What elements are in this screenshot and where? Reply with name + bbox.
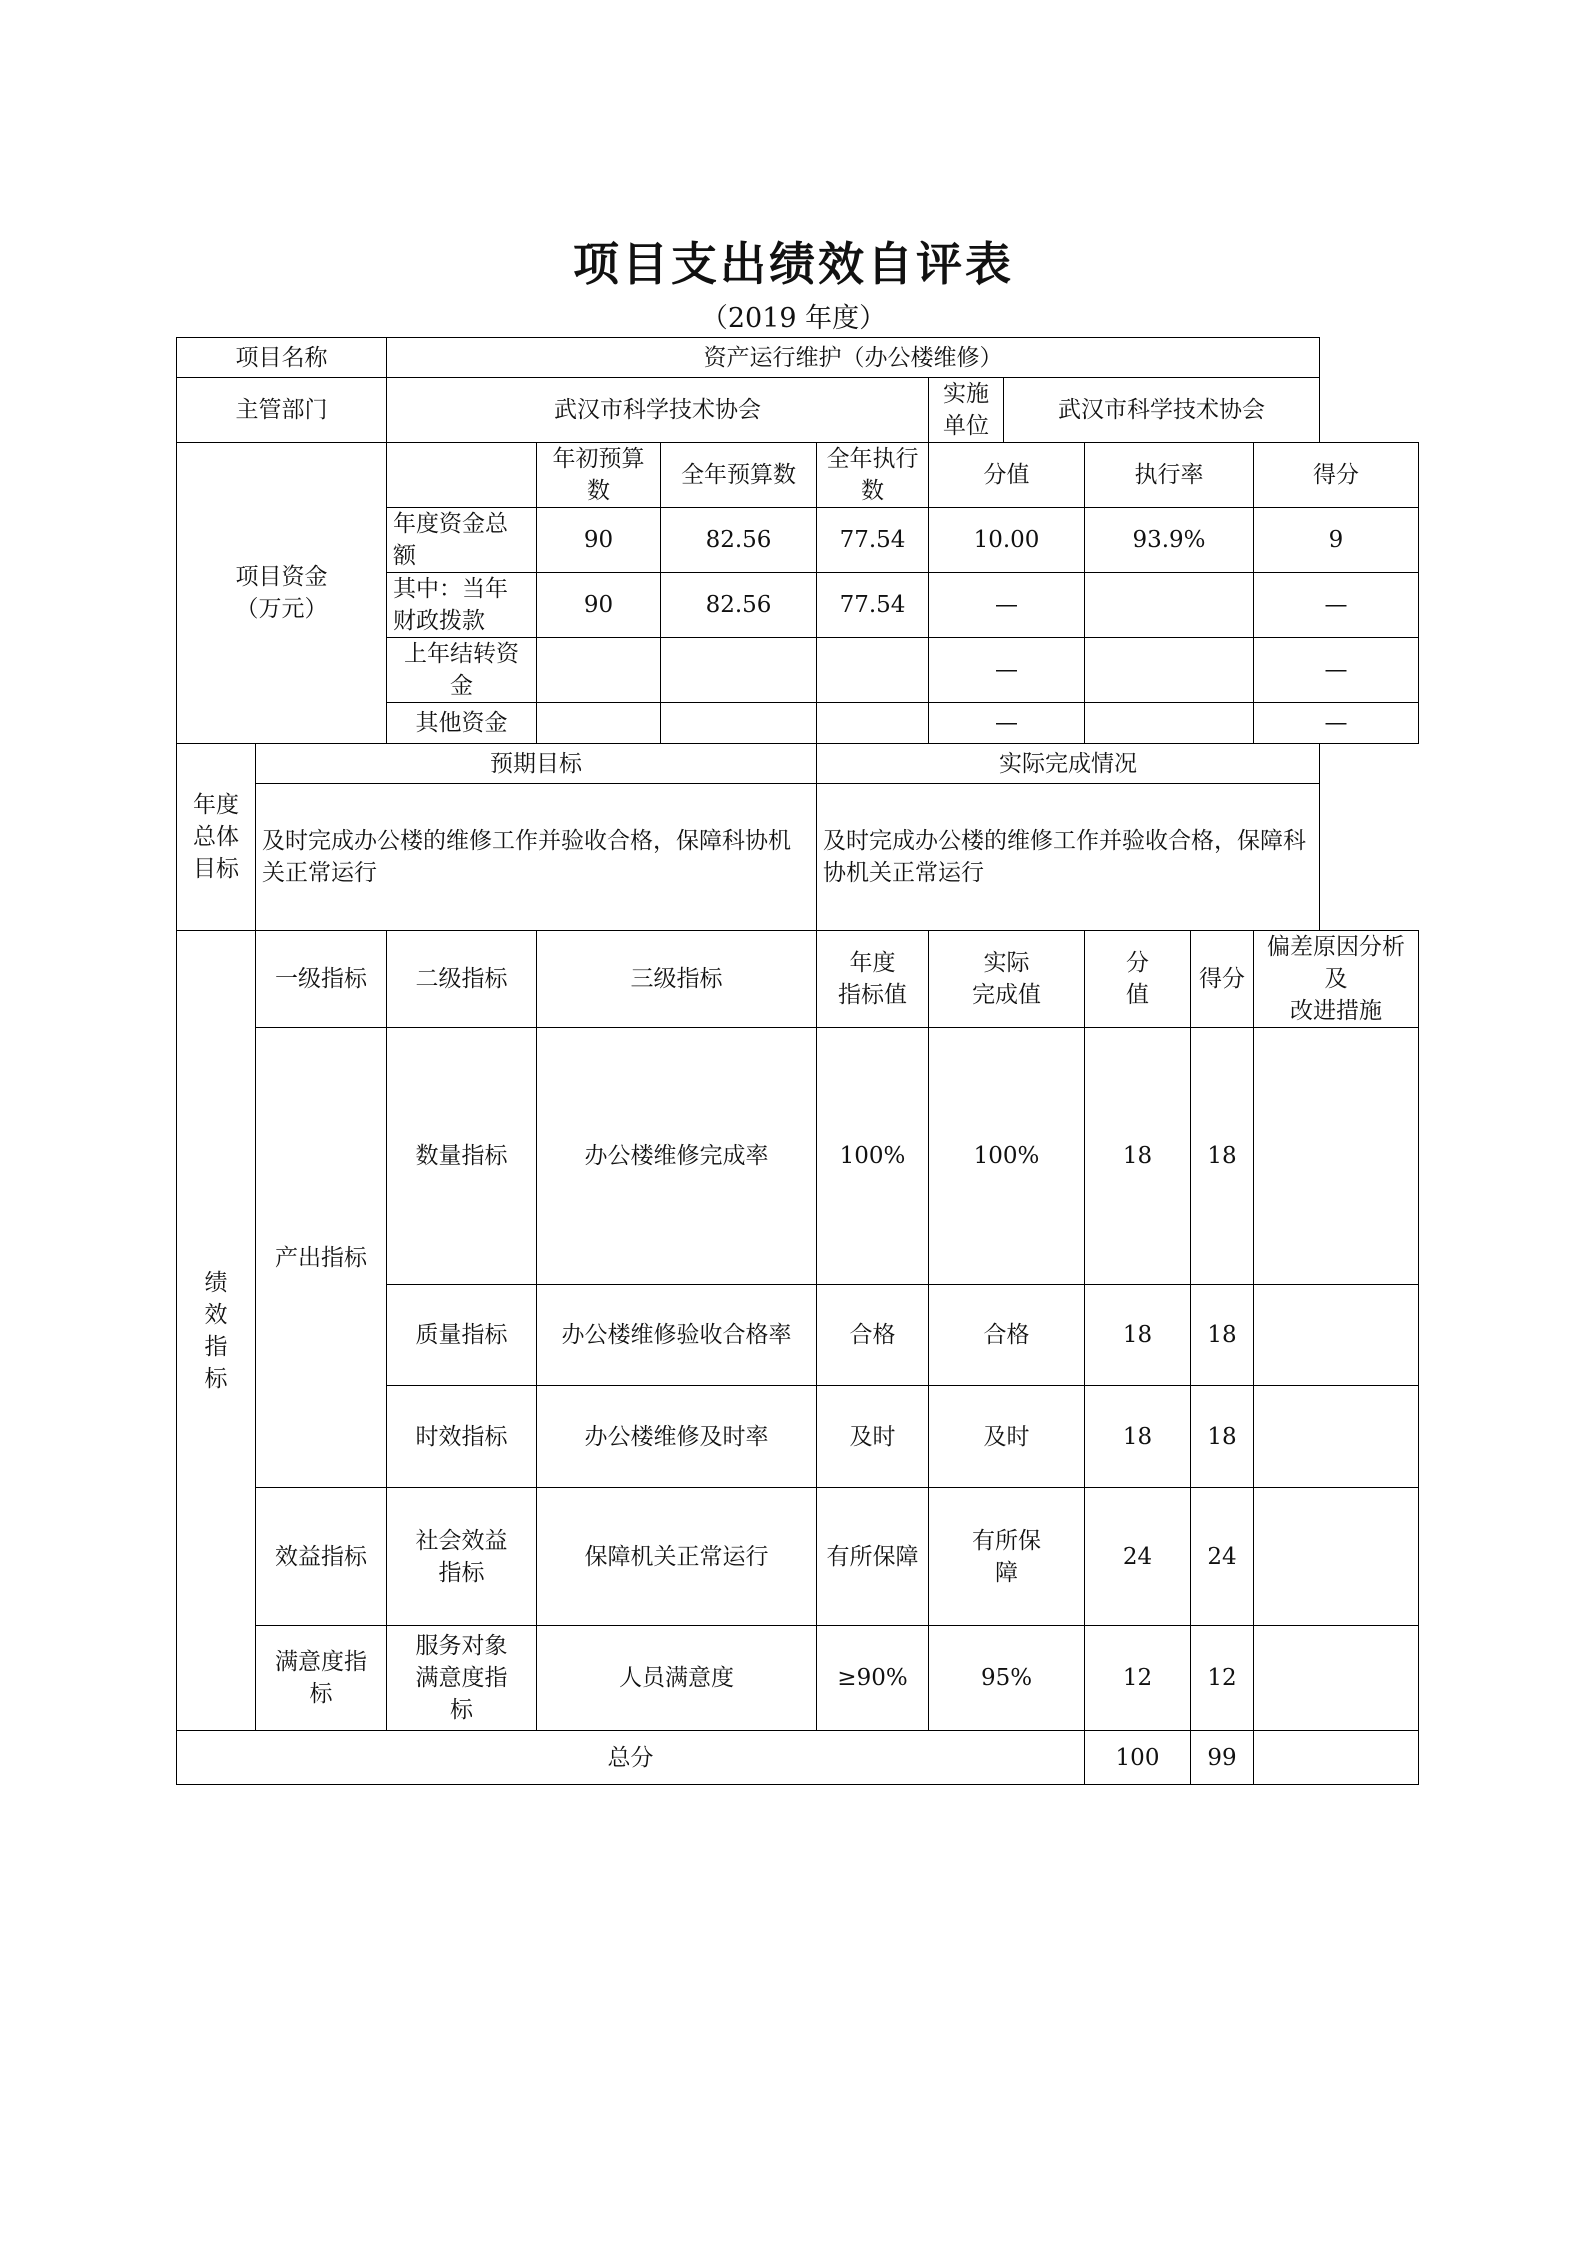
funds-header-cell: 年初预算数: [537, 443, 661, 508]
indicator-level2-line1: 社会效益: [415, 1527, 508, 1554]
funds-header-cell: 分值: [929, 443, 1085, 508]
funds-cell: 9: [1254, 508, 1419, 573]
funds-cell: 82.56: [661, 573, 817, 638]
indicator-score: 18: [1085, 1386, 1191, 1488]
funds-cell: [661, 703, 817, 744]
indicator-target: ≥90%: [817, 1626, 929, 1731]
department-row: [177, 378, 1419, 443]
indicator-row: [177, 1488, 1419, 1626]
benefit-indicator-label: 效益指标: [256, 1488, 387, 1626]
header-actual-line1: 实际: [983, 950, 1030, 976]
indicator-score: 24: [1085, 1488, 1191, 1626]
total-deviation: [1254, 1731, 1419, 1785]
indicator-got: 18: [1191, 1028, 1254, 1285]
indicator-level2: 数量指标: [387, 1028, 537, 1285]
indicator-got: 24: [1191, 1488, 1254, 1626]
funds-cell: 93.9%: [1085, 508, 1254, 573]
indicator-level2-line3: 标: [450, 1697, 473, 1723]
indicator-level3: 办公楼维修完成率: [537, 1028, 817, 1285]
header-level2: 二级指标: [387, 931, 537, 1028]
impl-label: 实施单位: [929, 378, 1004, 443]
impl-value: 武汉市科学技术协会: [1004, 378, 1320, 443]
funds-cell: 90: [537, 508, 661, 573]
header-level3: 三级指标: [537, 931, 817, 1028]
indicator-got: 18: [1191, 1285, 1254, 1386]
indicator-level2-line1: 服务对象: [415, 1633, 508, 1659]
indicator-deviation: [1254, 1028, 1419, 1285]
funds-header-row: [177, 443, 1419, 508]
funds-cell: —: [929, 573, 1085, 638]
funds-cell: [537, 703, 661, 744]
funds-cell: [661, 638, 817, 703]
funds-row-label: 上年结转资金: [387, 638, 537, 703]
indicator-level2: 时效指标: [387, 1386, 537, 1488]
goals-label-line: 年度: [193, 792, 239, 818]
indicator-deviation: [1254, 1285, 1419, 1386]
funds-cell: —: [929, 703, 1085, 744]
page-title: 项目支出绩效自评表: [573, 237, 1014, 291]
header-target: [817, 931, 929, 1028]
indicator-level3: 办公楼维修及时率: [537, 1386, 817, 1488]
project-name-row: [177, 338, 1419, 378]
indicator-row: [177, 1626, 1419, 1731]
header-score: [1085, 931, 1191, 1028]
total-row: [177, 1731, 1419, 1785]
total-label: 总分: [177, 1731, 1085, 1785]
dept-label: 主管部门: [177, 378, 387, 443]
indicators-label-char: 指: [204, 1333, 228, 1360]
satisfaction-indicator-label: [256, 1626, 387, 1731]
funds-row-label: 年度资金总额: [387, 508, 537, 573]
header-score-line2: 值: [1126, 982, 1149, 1008]
header-level1: 一级指标: [256, 931, 387, 1028]
indicator-actual: 100%: [929, 1028, 1085, 1285]
actual-goal-header: 实际完成情况: [817, 744, 1320, 784]
header-target-line1: 年度: [849, 950, 896, 976]
funds-label-line1: 项目资金: [235, 564, 328, 590]
header-target-line2: 指标值: [838, 982, 907, 1008]
funds-cell: 77.54: [817, 508, 929, 573]
total-got: 99: [1191, 1731, 1254, 1785]
funds-cell: [1085, 638, 1254, 703]
indicator-target: 有所保障: [817, 1488, 929, 1626]
funds-header-cell: 全年执行数: [817, 443, 929, 508]
funds-label-line2: （万元）: [235, 596, 328, 622]
indicator-level3: 保障机关正常运行: [537, 1488, 817, 1626]
project-name-label: 项目名称: [177, 338, 387, 378]
indicator-level2-line2: 指标: [438, 1559, 485, 1586]
header-deviation-line2: 改进措施: [1290, 998, 1382, 1024]
indicator-header-row: [177, 931, 1419, 1028]
goals-label-line: 总体: [193, 824, 239, 850]
header-actual-line2: 完成值: [972, 982, 1041, 1008]
actual-goal-text: 及时完成办公楼的维修工作并验收合格，保障科协机关正常运行: [817, 784, 1320, 931]
indicator-target: 合格: [817, 1285, 929, 1386]
indicator-level2: 质量指标: [387, 1285, 537, 1386]
project-name-value: 资产运行维护（办公楼维修）: [387, 338, 1320, 378]
indicator-level3: 人员满意度: [537, 1626, 817, 1731]
indicator-level2: [387, 1626, 537, 1731]
indicator-score: 12: [1085, 1626, 1191, 1731]
indicator-actual-line1: 有所保: [972, 1527, 1041, 1554]
funds-cell: 77.54: [817, 573, 929, 638]
funds-cell: 10.00: [929, 508, 1085, 573]
funds-cell: 90: [537, 573, 661, 638]
funds-cell: 82.56: [661, 508, 817, 573]
funds-cell: [537, 638, 661, 703]
funds-cell: —: [1254, 573, 1419, 638]
dept-value: 武汉市科学技术协会: [387, 378, 929, 443]
header-actual: [929, 931, 1085, 1028]
funds-row-label: 其中：当年财政拨款: [387, 573, 537, 638]
indicator-deviation: [1254, 1626, 1419, 1731]
indicator-row: [177, 1028, 1419, 1285]
indicator-actual: 及时: [929, 1386, 1085, 1488]
indicator-level2-line2: 满意度指: [415, 1665, 508, 1691]
indicator-score: 18: [1085, 1028, 1191, 1285]
satisfaction-label-line2: 标: [309, 1681, 333, 1707]
funds-header-cell: 得分: [1254, 443, 1419, 508]
expected-goal-text: 及时完成办公楼的维修工作并验收合格，保障科协机关正常运行: [256, 784, 817, 931]
funds-label: [177, 443, 387, 744]
funds-cell: —: [1254, 703, 1419, 744]
funds-cell: —: [929, 638, 1085, 703]
indicator-level2: [387, 1488, 537, 1626]
satisfaction-label-line1: 满意度指: [275, 1649, 367, 1675]
funds-cell: —: [1254, 638, 1419, 703]
page-subtitle: （2019 年度）: [700, 303, 887, 334]
funds-header-cell: 执行率: [1085, 443, 1254, 508]
goals-label-line: 目标: [193, 856, 239, 882]
funds-cell: [1085, 703, 1254, 744]
indicator-actual-line2: 障: [995, 1559, 1018, 1586]
funds-cell: [1085, 573, 1254, 638]
funds-row-label: 其他资金: [387, 703, 537, 744]
indicator-deviation: [1254, 1488, 1419, 1626]
header-deviation: [1254, 931, 1419, 1028]
indicator-got: 18: [1191, 1386, 1254, 1488]
indicators-label: [177, 931, 256, 1731]
funds-cell: [817, 703, 929, 744]
funds-header-cell: 全年预算数: [661, 443, 817, 508]
indicator-target: 及时: [817, 1386, 929, 1488]
header-deviation-line1: 偏差原因分析及: [1267, 934, 1405, 992]
funds-header-blank: [387, 443, 537, 508]
header-score-line1: 分: [1126, 950, 1149, 976]
indicator-actual: [929, 1488, 1085, 1626]
goals-label: [177, 744, 256, 931]
indicator-target: 100%: [817, 1028, 929, 1285]
indicators-label-char: 标: [204, 1365, 228, 1392]
evaluation-table: [176, 337, 1419, 1785]
expected-goal-header: 预期目标: [256, 744, 817, 784]
output-indicator-label: 产出指标: [256, 1028, 387, 1488]
indicator-actual: 合格: [929, 1285, 1085, 1386]
indicator-deviation: [1254, 1386, 1419, 1488]
total-score: 100: [1085, 1731, 1191, 1785]
indicator-score: 18: [1085, 1285, 1191, 1386]
indicator-got: 12: [1191, 1626, 1254, 1731]
indicator-actual: 95%: [929, 1626, 1085, 1731]
indicator-level3: 办公楼维修验收合格率: [537, 1285, 817, 1386]
funds-cell: [817, 638, 929, 703]
goals-header-row: [177, 744, 1419, 784]
goals-row: [177, 784, 1419, 931]
header-got: 得分: [1191, 931, 1254, 1028]
indicators-label-char: 绩: [204, 1269, 228, 1296]
indicators-label-char: 效: [204, 1301, 228, 1328]
